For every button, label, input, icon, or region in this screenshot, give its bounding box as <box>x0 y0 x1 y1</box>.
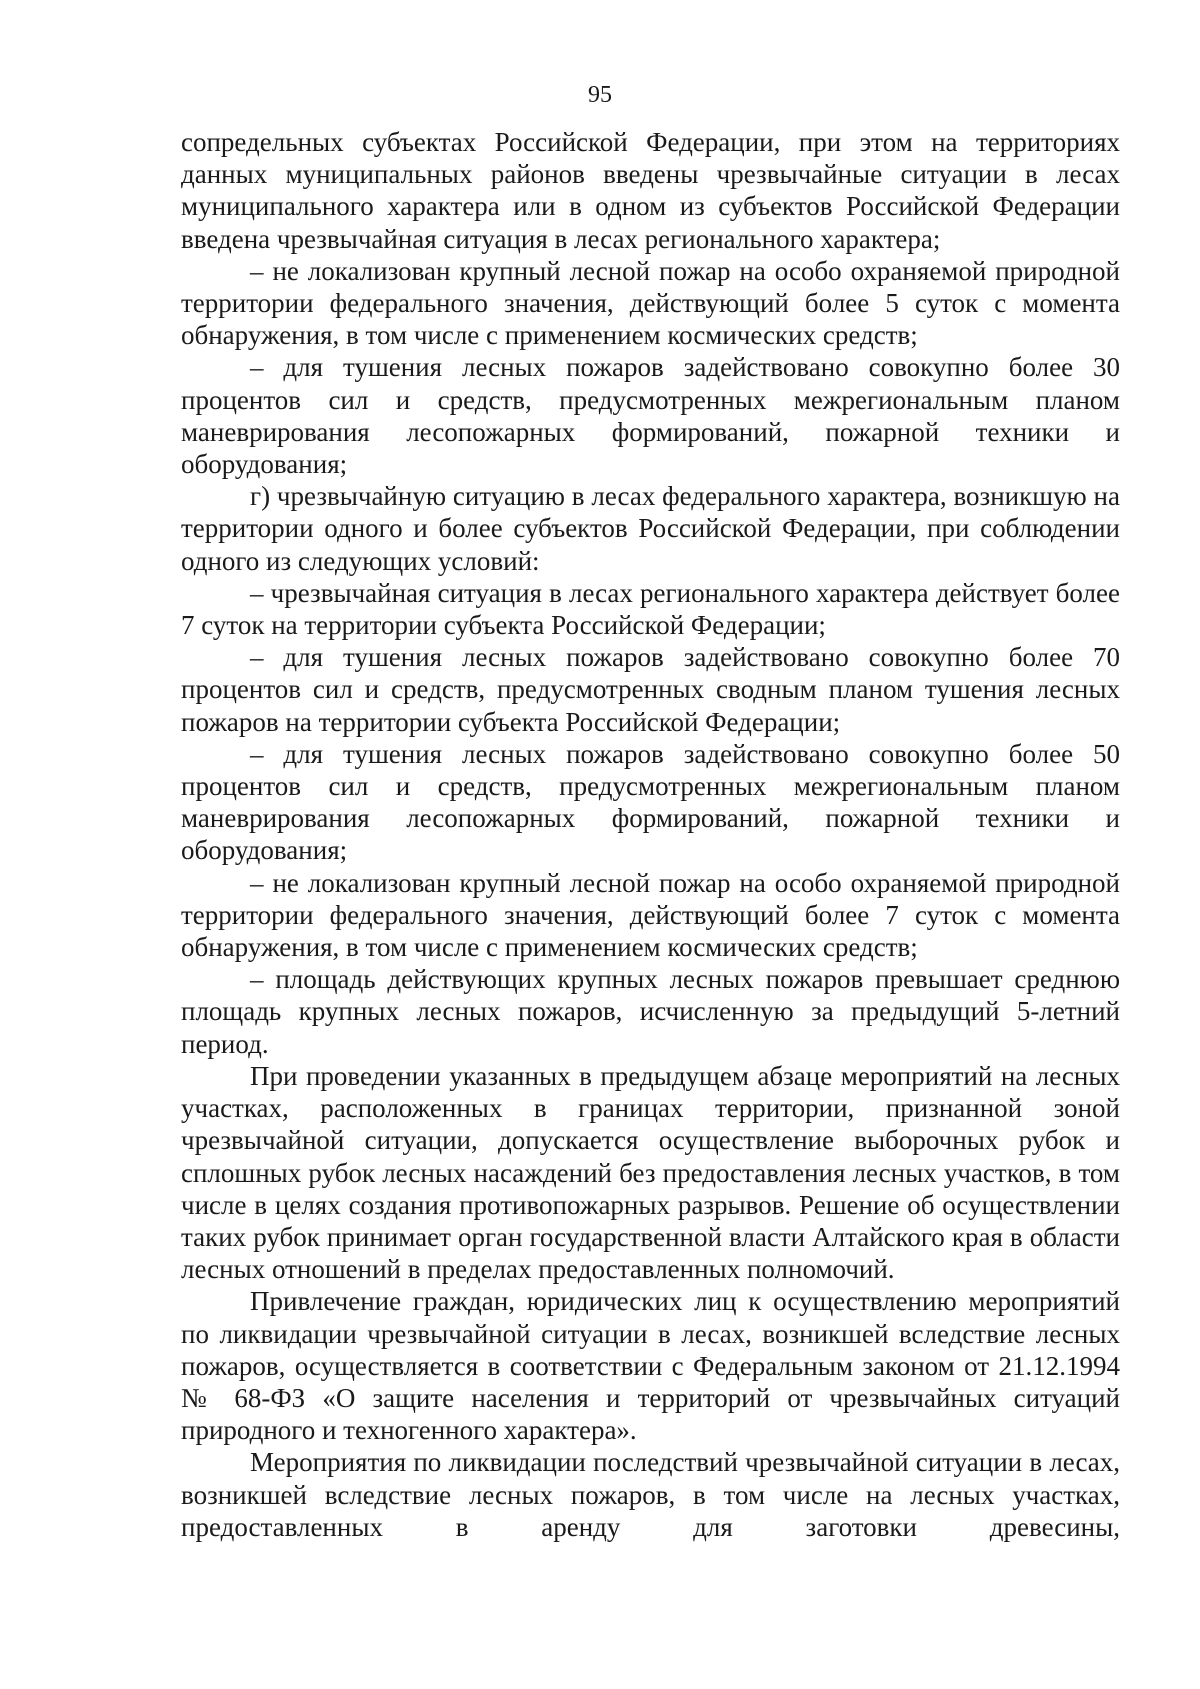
paragraph-list-item: – чрезвычайная ситуация в лесах регионального характера действует более 7 суток на территории субъекта Российской Федерации; <box>181 577 1120 641</box>
paragraph-subpoint-g: г) чрезвычайную ситуацию в лесах федерального характера, возникшую на территории одного и более субъектов Российской Федерации, при соблюдении одного из следующих условий: <box>181 481 1120 576</box>
paragraph-list-item: – для тушения лесных пожаров задействовано совокупно более 30 процентов сил и средств, предусмотренных межрегиональным планом маневрирования лесопожарных формирований, пожарной техники и оборудования; <box>181 352 1120 480</box>
paragraph-body: Мероприятия по ликвидации последствий чрезвычайной ситуации в лесах, возникшей вследствие лесных пожаров, в том числе на лесных участках, предоставленных в аренду для заготовки древесины, <box>181 1447 1120 1542</box>
paragraph-list-item: – для тушения лесных пожаров задействовано совокупно более 70 процентов сил и средств, предусмотренных сводным планом тушения лесных пожаров на территории субъекта Российской Федерации; <box>181 642 1120 737</box>
paragraph-body: Привлечение граждан, юридических лиц к осуществлению мероприятий по ликвидации чрезвычайной ситуации в лесах, возникшей вследствие лесных пожаров, осуществляется в соответствии с Федеральным законом от 21.12.1994 № 68-ФЗ «О защите населения и территорий от чрезвычайных ситуаций природного и техногенного характера». <box>181 1286 1120 1446</box>
paragraph-continuation: сопредельных субъектах Российской Федерации, при этом на территориях данных муниципальных районов введены чрезвычайные ситуации в лесах муниципального характера или в одном из субъектов Российской Федерации введена чрезвычайная ситуация в лесах регионального характера; <box>181 127 1120 254</box>
paragraph-list-item: – не локализован крупный лесной пожар на особо охраняемой природной территории федерального значения, действующий более 7 суток с момента обнаружения, в том числе с применением космических средств; <box>181 867 1120 963</box>
page-number: 95 <box>588 82 612 108</box>
paragraph-list-item: – для тушения лесных пожаров задействовано совокупно более 50 процентов сил и средств, предусмотренных межрегиональным планом маневрирования лесопожарных формирований, пожарной техники и оборудования; <box>181 738 1120 866</box>
paragraph-list-item: – площадь действующих крупных лесных пожаров превышает среднюю площадь крупных лесных пожаров, исчисленную за предыдущий 5-летний период. <box>181 964 1120 1059</box>
paragraph-list-item: – не локализован крупный лесной пожар на особо охраняемой природной территории федерального значения, действующий более 5 суток с момента обнаружения, в том числе с применением космических средств; <box>181 255 1120 351</box>
paragraph-body: При проведении указанных в предыдущем абзаце мероприятий на лесных участках, расположенных в границах территории, признанной зоной чрезвычайной ситуации, допускается осуществление выборочных рубок и сплошных рубок лесных насаждений без предоставления лесных участков, в том числе в целях создания противопожарных разрывов. Решение об осуществлении таких рубок принимает орган государственной власти Алтайского края в области лесных отношений в пределах предоставленных полномочий. <box>181 1060 1120 1285</box>
document-body <box>181 126 1120 1543</box>
